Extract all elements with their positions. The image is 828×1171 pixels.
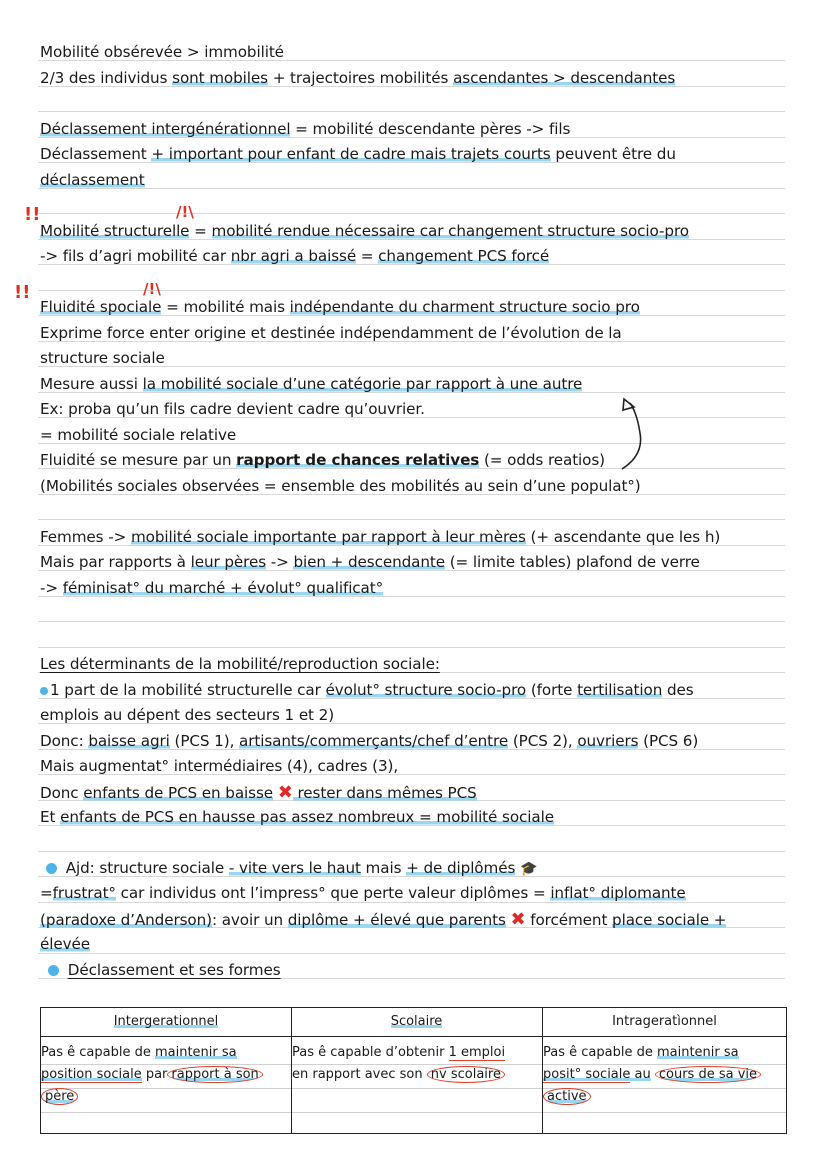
red-circled-text: nv scolaire (427, 1066, 505, 1083)
text: Déclassement (40, 145, 152, 163)
text: emplois au dépent des secteurs 1 et 2) (40, 706, 335, 724)
text: = (356, 247, 379, 265)
ruling-line (38, 111, 785, 112)
note-line (40, 40, 284, 65)
highlighted-text: bien + descendante (293, 553, 445, 571)
text: Mais augmentat° intermédiaires (4), cadres (3), (40, 757, 399, 775)
highlighted-text: féminisat° du marché + évolut° qualificat° (62, 579, 384, 597)
text: Ajd: structure sociale (65, 859, 229, 877)
highlighted-text: + de diplômés (406, 859, 516, 877)
text: Pas ê capable d’obtenir (292, 1045, 449, 1060)
note-line (40, 754, 398, 779)
warning-mark: /!\ (143, 280, 161, 298)
bullet-dot-icon (48, 965, 59, 976)
highlighted-text: (paradoxe d’Anderson) (40, 911, 212, 929)
declassement-table (40, 1007, 787, 1134)
text: (PCS 1), (169, 732, 240, 750)
text: par (141, 1067, 168, 1082)
highlighted-text: nbr agri a baissé (230, 247, 357, 265)
highlighted-text: Fluidité spociale (40, 298, 162, 316)
note-line (40, 295, 640, 320)
highlighted-text: ouvriers (577, 732, 639, 750)
text: -> (40, 579, 63, 597)
highlighted-text: déclassement (40, 171, 145, 189)
highlighted-text: + important pour enfant de cadre mais (151, 145, 451, 163)
note-line (40, 881, 686, 906)
highlighted-text: Déclassement intergénérationnel (40, 120, 291, 138)
graduation-cap-icon: 🎓 (520, 861, 538, 877)
bullet-dot-icon (46, 863, 57, 874)
note-line (40, 423, 236, 448)
text: (forte (526, 681, 578, 699)
text: structure sociale (40, 349, 165, 367)
highlighted-text: - vite vers le haut (228, 859, 361, 877)
text: (PCS 2), (508, 732, 578, 750)
highlighted-text: frustrat° (52, 884, 116, 902)
highlighted-text: la mobilité sociale d’une catégorie par rapport à une autre (142, 375, 583, 393)
text: (Mobilités sociales observées = ensemble des mobilités au sein d’une populat°) (40, 477, 641, 495)
highlighted-text: enfants de PCS en baisse (83, 784, 274, 802)
ruling-line (38, 213, 785, 214)
table-header (41, 1008, 291, 1036)
highlighted-bold-text: rapport de chances relatives (236, 451, 480, 469)
note-line (40, 346, 165, 371)
text: Femmes -> (40, 528, 131, 546)
section-heading (48, 958, 281, 983)
ruling-line (38, 188, 785, 189)
note-line (40, 168, 145, 193)
note-line (40, 805, 554, 830)
highlighted-text: artisants/commerçants/chef d’entre (239, 732, 509, 750)
text: Donc (40, 784, 84, 802)
warning-mark: /!\ (176, 203, 194, 221)
text: = mobilité sociale relative (40, 426, 237, 444)
red-circled-text: cours de sa vie (655, 1066, 761, 1083)
highlighted-text: rester dans mêmes PCS (292, 784, 477, 802)
curved-arrow-icon (610, 395, 650, 475)
text: -> (266, 553, 294, 571)
text: (+ ascendante que les h) (525, 528, 721, 546)
text: des (662, 681, 694, 699)
note-line (40, 525, 720, 550)
text: 2/3 des individus (40, 69, 173, 87)
red-cross-icon: ✖ (510, 909, 526, 930)
text: : avoir un (211, 911, 288, 929)
cell-ruling-line (41, 1112, 786, 1113)
highlighted-text: Mobilité structurelle (40, 222, 190, 240)
text: = mobilité descendante pères -> fils (290, 120, 571, 138)
text: peuvent être du (550, 145, 676, 163)
ruling-line (38, 621, 785, 622)
highlighted-text: mobilité rendue nécessaire car changement structure socio-pro (211, 222, 689, 240)
red-underlined-text: 1 emploi (448, 1045, 506, 1060)
text: = mobilité mais (161, 298, 290, 316)
text: = (189, 222, 212, 240)
note-line (40, 474, 641, 499)
text: = (40, 884, 53, 902)
highlighted-text: trajets courts (450, 145, 551, 163)
table-header (291, 1008, 542, 1036)
table-cell (543, 1042, 761, 1108)
text: Mesure aussi (40, 375, 143, 393)
highlighted-text: évolut° structure socio-pro (325, 681, 527, 699)
highlighted-text: changement PCS forcé (378, 247, 550, 265)
header-text: Intrageratìonnel (612, 1014, 717, 1029)
text: mais (360, 859, 407, 877)
text: Exprime force enter origine et destinée indépendamment de l’évolution de la (40, 324, 622, 342)
header-text: Scolaire (390, 1014, 443, 1029)
red-underlined-text: position sociale (41, 1067, 142, 1082)
highlighted-text: mobilité sociale importante par rapport à leur mères (130, 528, 526, 546)
double-exclamation-mark: !! (24, 204, 41, 225)
red-underlined-text: posit° sociale (543, 1067, 631, 1082)
highlighted-text: inflat° diplomante (550, 884, 686, 902)
note-line (46, 856, 537, 881)
highlighted-text: place sociale + (612, 911, 727, 929)
red-circled-text: active (543, 1088, 591, 1105)
bullet-dot-icon (40, 687, 48, 695)
highlighted-text: diplôme + élevé que parents (287, 911, 506, 929)
text: 1 part de la mobilité structurelle car (50, 681, 326, 699)
text: (PCS 6) (638, 732, 699, 750)
note-line (40, 244, 549, 269)
text: Ex: proba qu’un fils cadre devient cadre qu’ouvrier. (40, 400, 425, 418)
table-header-divider (41, 1036, 786, 1037)
ruling-line (38, 851, 785, 852)
note-line (40, 780, 477, 805)
highlighted-text: maintenir sa (154, 1045, 237, 1060)
ruling-line (38, 519, 785, 520)
highlighted-text: leur pères (190, 553, 267, 571)
note-line (40, 372, 582, 397)
red-cross-icon: ✖ (277, 782, 293, 803)
heading-text: Déclassement et ses formes (67, 961, 281, 979)
text: Donc: (40, 732, 89, 750)
text: Pas ê capable de (41, 1045, 155, 1060)
text: Pas ê capable de (543, 1045, 657, 1060)
note-line (40, 397, 425, 422)
note-line (40, 219, 689, 244)
highlighted-text: tertilisation (577, 681, 663, 699)
text: Fluidité se mesure par un (40, 451, 237, 469)
text: Mobilité obsérevée > immobilité (40, 43, 284, 61)
note-line (40, 729, 698, 754)
note-line (40, 703, 334, 728)
text: en rapport avec son (292, 1067, 423, 1082)
note-line (40, 932, 90, 957)
note-line (40, 142, 676, 167)
header-text: Intergerationnel (113, 1014, 219, 1029)
note-line (40, 907, 726, 932)
double-exclamation-mark: !! (14, 282, 31, 303)
note-line (40, 66, 675, 91)
highlighted-text: élevée (40, 935, 90, 953)
section-heading (40, 652, 440, 677)
text: -> fils d’agri mobilité car (40, 247, 231, 265)
highlighted-text: baisse agri (88, 732, 170, 750)
highlighted-text: enfants de PCS en hausse pas assez nombreux = mobilité sociale (60, 808, 554, 826)
ruling-line (38, 647, 785, 648)
highlighted-text: indépendante du charment structure socio pro (289, 298, 640, 316)
highlighted-text: maintenir sa (656, 1045, 739, 1060)
note-line (40, 321, 622, 346)
note-line (40, 448, 605, 473)
highlighted-text: ascendantes > descendantes (453, 69, 676, 87)
text: (= odds reatios) (479, 451, 606, 469)
highlighted-text: au (630, 1067, 651, 1082)
text: Et (40, 808, 61, 826)
note-line (40, 550, 700, 575)
text: car individus ont l’impress° que perte valeur diplômes = (115, 884, 551, 902)
note-line (40, 117, 570, 142)
note-line (40, 678, 694, 703)
highlighted-text: sont mobiles (172, 69, 268, 87)
heading-text: Les déterminants de la mobilité/reproduction sociale: (40, 655, 440, 673)
table-header (542, 1008, 787, 1036)
table-cell (41, 1042, 263, 1108)
table-cell (292, 1042, 505, 1086)
red-circled-text: rapport à son (167, 1066, 262, 1083)
ruling-line (38, 953, 785, 954)
note-line (40, 576, 383, 601)
red-circled-text: père (41, 1088, 78, 1105)
text: (= limite tables) plafond de verre (444, 553, 700, 571)
text: Mais par rapports à (40, 553, 191, 571)
text: forcément (525, 911, 613, 929)
text: + trajectoires mobilités (267, 69, 454, 87)
